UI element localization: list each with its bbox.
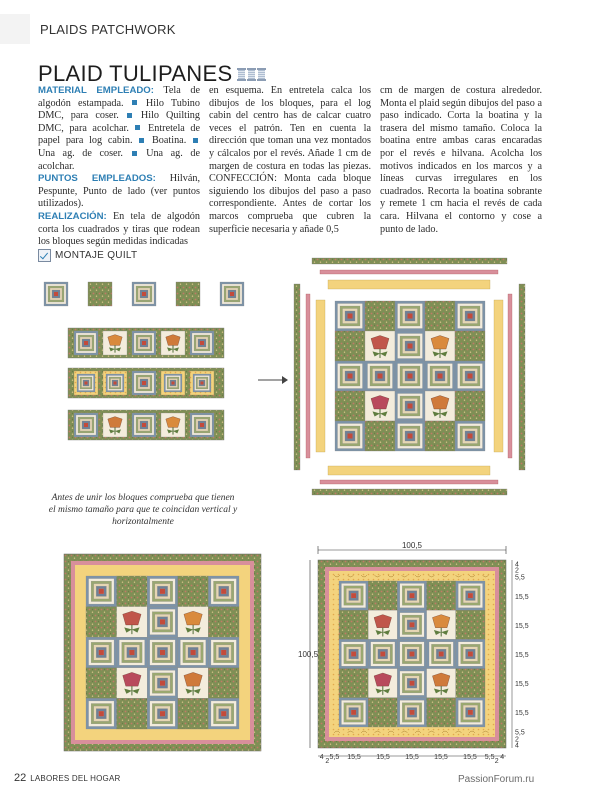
- bullet-square: [135, 125, 140, 130]
- yellow-strip-right: [494, 300, 503, 452]
- print-square: [365, 421, 395, 451]
- tulip-petal: [184, 611, 202, 625]
- log-cabin-center: [114, 382, 117, 385]
- arrow-icon: [258, 373, 288, 387]
- log-cabin-center: [408, 404, 413, 409]
- tulip-petal: [374, 673, 392, 686]
- log-cabin-center: [84, 423, 88, 427]
- right-dimension-label: 15,5: [515, 652, 529, 659]
- log-cabin-center: [351, 593, 356, 598]
- tulip-petal: [108, 417, 122, 428]
- border-strip-left: [294, 284, 300, 470]
- log-cabin-center: [438, 374, 443, 379]
- bullet-square: [193, 138, 198, 143]
- log-cabin-center: [201, 382, 204, 385]
- bottom-dimension-label: 5,5: [484, 754, 495, 761]
- border-strip-bottom: [312, 489, 507, 495]
- tulip-petal: [123, 611, 141, 625]
- title-row: [38, 61, 266, 87]
- log-cabin-center: [378, 374, 383, 379]
- right-dimension-label: 15,5: [515, 594, 529, 602]
- print-square: [455, 331, 485, 361]
- log-cabin-center: [99, 589, 104, 594]
- bullet-square: [127, 113, 132, 118]
- log-cabin-center: [468, 652, 473, 657]
- bottom-dimension-label: 4: [500, 754, 505, 761]
- bullet-square: [139, 138, 144, 143]
- log-cabin-center: [191, 650, 196, 655]
- material-text: Hilván, Pespunte, Punto de lado (ver puntos utilizados).: [38, 173, 201, 210]
- log-cabin-center: [160, 681, 165, 686]
- print-square: [86, 607, 117, 638]
- tulip-petal: [431, 336, 449, 350]
- log-cabin-center: [200, 423, 204, 427]
- tulip-petal: [108, 335, 122, 346]
- exploded-quilt-illustration: [292, 258, 527, 498]
- log-cabin-center: [351, 652, 356, 657]
- print-square: [117, 576, 148, 607]
- print-square: [365, 301, 395, 331]
- border-strip-top: [312, 258, 507, 264]
- log-cabin-center: [468, 314, 473, 319]
- print-square: [335, 391, 365, 421]
- print-square: [427, 581, 456, 610]
- right-dimension-label: 15,5: [515, 680, 529, 688]
- tulip-petal: [123, 672, 141, 686]
- material-text: Una ag. de acolchar.: [38, 147, 200, 172]
- print-square: [339, 669, 368, 698]
- section-label: PLAIDS PATCHWORK: [40, 22, 176, 37]
- material-text: Una ag. de coser.: [38, 147, 131, 159]
- log-cabin-center: [160, 650, 165, 655]
- log-cabin-center: [200, 341, 204, 345]
- log-cabin-center: [84, 341, 88, 345]
- log-cabin-center: [468, 710, 473, 715]
- tulip-petal: [166, 417, 180, 428]
- print-square: [335, 331, 365, 361]
- bullet-square: [132, 100, 137, 105]
- bottom-dimension-label: 2: [494, 758, 499, 765]
- log-cabin-center: [410, 652, 415, 657]
- print-square: [176, 282, 200, 306]
- bottom-dimension-label: 15,5: [376, 754, 390, 761]
- log-cabin-center: [142, 423, 146, 427]
- log-cabin-center: [160, 711, 165, 716]
- material-text: Tela de algodón estampada.: [38, 85, 200, 109]
- page-number: 22: [14, 772, 27, 784]
- watermark: PassionForum.ru: [458, 774, 535, 785]
- bottom-dimension-label: 15,5: [434, 754, 448, 761]
- pink-strip-right: [508, 294, 512, 458]
- section-tab-bar: [0, 14, 30, 44]
- log-cabin-center: [408, 344, 413, 349]
- print-square: [368, 698, 397, 727]
- log-cabin-center: [408, 434, 413, 439]
- log-cabin-center: [410, 681, 415, 686]
- print-square: [456, 610, 485, 639]
- bottom-dimension-label: 15,5: [405, 754, 419, 761]
- tulip-petal: [166, 335, 180, 346]
- text-column-1: [38, 85, 200, 249]
- print-square: [425, 421, 455, 451]
- checkmark-icon: [38, 249, 51, 262]
- log-cabin-center: [408, 314, 413, 319]
- log-cabin-center: [348, 314, 353, 319]
- bottom-dimension-label: 15,5: [347, 754, 361, 761]
- right-dimension-label: 4: [515, 742, 519, 750]
- material-text: Boatina.: [146, 135, 192, 147]
- magazine-name: LABORES DEL HOGAR: [30, 774, 121, 783]
- bottom-dimension-label: 4: [319, 754, 324, 761]
- assembly-caption: Antes de unir los bloques comprueba que tienen el mismo tamaño para que te coincidan vertical y horizontalmente: [48, 493, 238, 527]
- log-cabin-center: [408, 374, 413, 379]
- log-cabin-center: [172, 382, 175, 385]
- log-cabin-center: [129, 650, 134, 655]
- column-2-text: en esquema. En entretela calca los dibujos de los bloques, para el log cabin del centro has de calcar cuatro veces el patrón. Ten en cuenta la dirección que toman una vez montados y cálcalos por el revés. Añade 1 cm de margen de costura en todas las piezas. CONFECCIÓN: Monta cada bloque siguiendo los dibujos del paso a paso correspondiente. Antes de cortar los marcos comprueba que cubren la superficie necesaria y añade 0,5: [209, 85, 371, 235]
- column-1-text: [38, 85, 200, 249]
- measured-quilt-diagram: [296, 541, 529, 765]
- print-square: [208, 668, 239, 699]
- log-cabin-center: [230, 292, 234, 296]
- log-cabin-center: [221, 650, 226, 655]
- print-square: [339, 610, 368, 639]
- right-dimension-label: 15,5: [515, 709, 529, 717]
- tulip-petal: [374, 615, 392, 628]
- log-cabin-center: [468, 434, 473, 439]
- print-square: [117, 698, 148, 729]
- text-column-2: [209, 85, 371, 236]
- log-cabin-center: [221, 711, 226, 716]
- log-cabin-center: [142, 381, 146, 385]
- right-dimension-label: 4: [515, 561, 519, 569]
- log-cabin-center: [380, 652, 385, 657]
- log-cabin-center: [439, 652, 444, 657]
- thread-spools-icon: [237, 68, 266, 81]
- print-square: [208, 607, 239, 638]
- height-label: 100,5: [298, 650, 319, 659]
- print-square: [368, 581, 397, 610]
- yellow-strip-top: [328, 280, 490, 289]
- log-cabin-center: [160, 619, 165, 624]
- material-label: REALIZACIÓN:: [38, 210, 107, 222]
- step-label: MONTAJE QUILT: [55, 249, 138, 261]
- article-title: PLAID TULIPANES: [38, 61, 233, 86]
- print-square: [178, 576, 209, 607]
- print-square: [178, 698, 209, 729]
- log-cabin-center: [410, 622, 415, 627]
- material-text: Hilo Tubino DMC, para coser.: [38, 97, 200, 122]
- block-rows-illustration: [38, 280, 248, 455]
- log-cabin-center: [54, 292, 58, 296]
- print-square: [427, 698, 456, 727]
- log-cabin-center: [351, 710, 356, 715]
- text-column-3: [380, 85, 542, 236]
- material-label: PUNTOS EMPLEADOS:: [38, 173, 156, 185]
- step-heading: [38, 248, 137, 262]
- bullet-square: [132, 151, 137, 156]
- log-cabin-center: [468, 593, 473, 598]
- pink-strip-left: [306, 294, 310, 458]
- tulip-petal: [432, 673, 450, 686]
- material-text: Entretela de papel para log cabin.: [38, 122, 200, 147]
- log-cabin-center: [348, 434, 353, 439]
- tulip-petal: [431, 396, 449, 410]
- pink-strip-bottom: [320, 480, 498, 484]
- column-3-text: cm de margen de costura alrededor. Monta el plaid según dibujos del paso a paso indicado. Corta la boatina y la trasera del mismo tamaño. Coloca la boatina entre ambas caras encaradas por el revés e hilvana. Acolcha los motivos indicados en los marcos y a líneas curvas irregulares en los cuadrados. Recorta la boatina sobrante y remete 1 cm hacia el revés de cada cara. Hilvana el contorno y cose a punto de lado.: [380, 85, 542, 235]
- bottom-dimension-label: 5,5: [329, 754, 340, 761]
- log-cabin-center: [468, 374, 473, 379]
- width-label: 100,5: [401, 541, 423, 550]
- right-dimension-label: 2: [515, 567, 519, 575]
- print-square: [425, 301, 455, 331]
- yellow-strip-bottom: [328, 466, 490, 475]
- right-dimension-label: 2: [515, 736, 519, 744]
- log-cabin-center: [348, 374, 353, 379]
- print-square: [86, 668, 117, 699]
- right-dimension-label: 5,5: [515, 574, 525, 582]
- bottom-dimension-label: 2: [325, 758, 330, 765]
- article-body: [38, 85, 548, 248]
- log-cabin-center: [99, 650, 104, 655]
- tulip-petal: [184, 672, 202, 686]
- page-footer: [14, 772, 121, 784]
- border-strip-right: [519, 284, 525, 470]
- log-cabin-center: [221, 589, 226, 594]
- bottom-dimension-label: 15,5: [463, 754, 477, 761]
- material-label: MATERIAL EMPLEADO:: [38, 85, 154, 96]
- pink-strip-top: [320, 270, 498, 274]
- print-square: [455, 391, 485, 421]
- material-text: En tela de algodón corta los cuadrados y tiras que rodean los bloques según medidas indicadas: [38, 210, 200, 248]
- right-dimension-label: 5,5: [515, 729, 525, 737]
- log-cabin-center: [410, 710, 415, 715]
- tulip-petal: [371, 336, 389, 350]
- log-cabin-center: [142, 292, 146, 296]
- log-cabin-center: [160, 589, 165, 594]
- right-dimension-label: 15,5: [515, 623, 529, 631]
- log-cabin-center: [142, 341, 146, 345]
- yellow-strip-left: [316, 300, 325, 452]
- finished-quilt-illustration: [64, 554, 261, 751]
- tulip-petal: [432, 615, 450, 628]
- print-square: [456, 669, 485, 698]
- tulip-petal: [371, 396, 389, 410]
- print-square: [88, 282, 112, 306]
- log-cabin-center: [410, 593, 415, 598]
- material-text: Hilo Quilting DMC, para acolchar.: [38, 110, 200, 134]
- log-cabin-center: [99, 711, 104, 716]
- log-cabin-center: [85, 382, 88, 385]
